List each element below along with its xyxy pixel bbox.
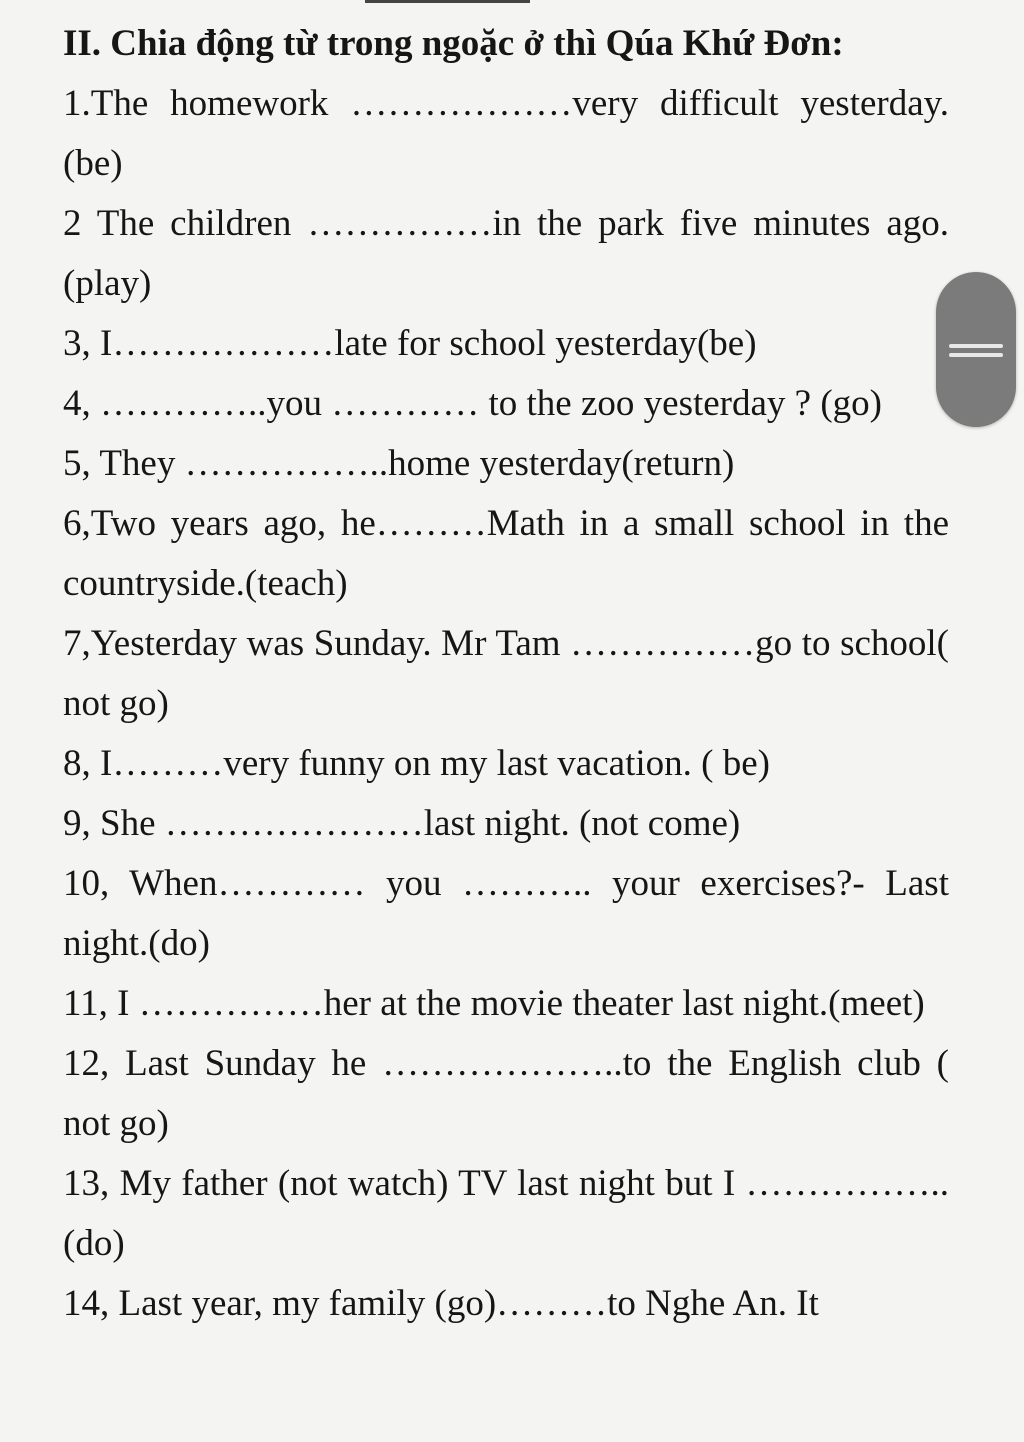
exercise-item-9: 9, She …………………last night. (not come) — [63, 803, 741, 844]
exercise-item-2: 2 The children ……………in the park five minutes ago.(play) — [63, 203, 949, 304]
exercise-item-1: 1.The homework ………………very difficult yesterday.(be) — [63, 83, 949, 184]
drag-handle-icon-line — [949, 353, 1003, 357]
exercise-item-11: 11, I ……………her at the movie theater last night.(meet) — [63, 983, 925, 1024]
exercise-item-8: 8, I………very funny on my last vacation. ( be) — [63, 743, 770, 784]
exercise-item-6: 6,Two years ago, he………Math in a small school in the countryside.(teach) — [63, 503, 949, 604]
scroll-drag-handle[interactable] — [936, 272, 1016, 427]
drag-handle-icon — [949, 344, 1003, 348]
exercise-document — [63, 14, 949, 1334]
exercise-item-12: 12, Last Sunday he ………………..to the English club ( not go) — [63, 1043, 949, 1144]
exercise-item-10: 10, When………… you ……….. your exercises?- Last night.(do) — [63, 863, 949, 964]
exercise-item-3: 3, I………………late for school yesterday(be) — [63, 323, 757, 364]
exercise-item-5: 5, They ……………..home yesterday(return) — [63, 443, 735, 484]
section-heading: II. Chia động từ trong ngoặc ở thì Qúa Khứ Đơn: — [63, 23, 844, 64]
cropped-top-edge — [0, 0, 1024, 8]
exercise-item-7: 7,Yesterday was Sunday. Mr Tam ……………go to school( not go) — [63, 623, 949, 724]
exercise-item-14: 14, Last year, my family (go)………to Nghe An. It — [63, 1283, 819, 1324]
underline-fragment — [365, 0, 530, 3]
exercise-item-4: 4, …………..you ………… to the zoo yesterday ? (go) — [63, 383, 882, 424]
exercise-item-13: 13, My father (not watch) TV last night but I ……………..(do) — [63, 1163, 949, 1264]
